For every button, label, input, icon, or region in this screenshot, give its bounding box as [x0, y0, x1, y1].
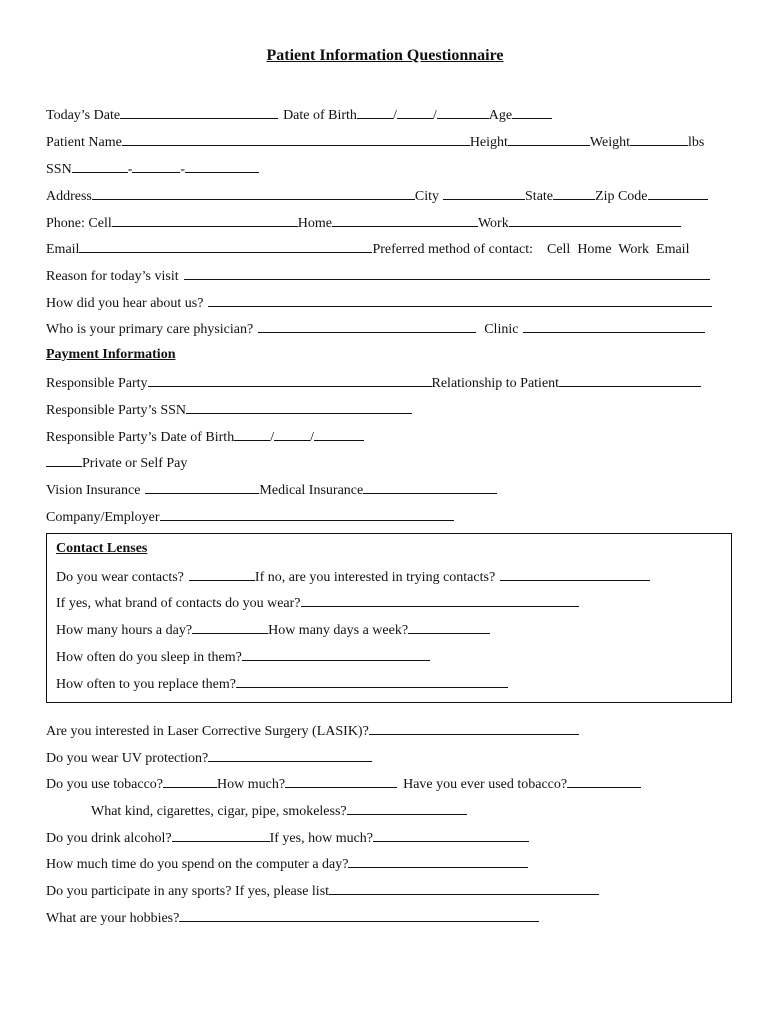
address-label: Address	[46, 189, 92, 204]
row-hours-days	[56, 619, 490, 639]
wear-contacts-label: Do you wear contacts?	[56, 570, 184, 585]
sports-field[interactable]	[329, 880, 599, 895]
row-responsible	[46, 372, 701, 392]
company-employer-label: Company/Employer	[46, 510, 160, 525]
row-payment-heading	[46, 345, 176, 365]
days-week-label: How many days a week?	[268, 623, 409, 638]
slash: /	[392, 108, 397, 123]
tobacco-label: Do you use tobacco?	[46, 777, 164, 792]
contact-lenses-section	[46, 533, 732, 703]
ever-tobacco-label: Have you ever used tobacco?	[403, 777, 568, 792]
row-alcohol	[46, 827, 529, 847]
dob-year-field[interactable]	[437, 104, 489, 119]
phone-work-field[interactable]	[509, 212, 681, 227]
height-label: Height	[469, 135, 508, 150]
slash: /	[270, 430, 275, 445]
row-sleep	[56, 646, 430, 666]
dash: -	[180, 162, 186, 177]
brand-contacts-field[interactable]	[301, 592, 579, 607]
clinic-label: Clinic	[484, 322, 519, 337]
what-kind-label: What kind, cigarettes, cigar, pipe, smokeless?	[91, 804, 347, 819]
interested-contacts-label: If no, are you interested in trying contacts?	[254, 570, 496, 585]
slash: /	[310, 430, 314, 445]
sleep-in-field[interactable]	[242, 646, 430, 661]
age-field[interactable]	[512, 104, 552, 119]
ssn-part3-field[interactable]	[185, 158, 259, 173]
responsible-dob-label: Responsible Party’s Date of Birth	[46, 430, 235, 445]
relationship-label: Relationship to Patient	[431, 376, 560, 391]
row-wear-contacts	[56, 566, 650, 586]
dash: -	[127, 162, 133, 177]
uv-protection-field[interactable]	[208, 747, 372, 762]
row-sports	[46, 880, 599, 900]
row-address	[46, 185, 708, 205]
dob-day-field[interactable]	[397, 104, 433, 119]
sports-label: Do you participate in any sports? If yes, please list	[46, 884, 330, 899]
vision-insurance-label: Vision Insurance	[46, 483, 141, 498]
height-field[interactable]	[508, 131, 590, 146]
interested-contacts-field[interactable]	[500, 566, 650, 581]
responsible-dob-year-field[interactable]	[314, 426, 364, 441]
medical-insurance-label: Medical Insurance	[259, 483, 364, 498]
if-yes-how-much-label: If yes, how much?	[269, 831, 374, 846]
alcohol-label: Do you drink alcohol?	[46, 831, 172, 846]
row-name	[46, 131, 704, 151]
row-lasik	[46, 720, 579, 740]
city-field[interactable]	[443, 185, 525, 200]
dob-month-field[interactable]	[357, 104, 393, 119]
row-replace	[56, 673, 508, 693]
zip-code-label: Zip Code	[595, 189, 648, 204]
row-reason	[46, 265, 710, 285]
slash: /	[432, 108, 437, 123]
row-contact-heading	[56, 539, 147, 559]
private-pay-label: Private or Self Pay	[82, 456, 188, 471]
phone-cell-field[interactable]	[112, 212, 298, 227]
computer-time-field[interactable]	[348, 853, 528, 868]
responsible-ssn-label: Responsible Party’s SSN	[46, 403, 187, 418]
how-much-label: How much?	[217, 777, 286, 792]
lbs-label: lbs	[688, 135, 705, 150]
reason-visit-label: Reason for today’s visit	[46, 269, 179, 284]
row-phone	[46, 212, 681, 232]
phone-home-label: Home	[297, 216, 332, 231]
weight-label: Weight	[589, 135, 631, 150]
page-title: Patient Information Questionnaire	[266, 47, 504, 64]
row-insurance	[46, 479, 497, 499]
how-much-field[interactable]	[285, 773, 397, 788]
state-label: State	[525, 189, 554, 204]
row-computer	[46, 853, 528, 873]
computer-time-label: How much time do you spend on the computer a day?	[46, 857, 349, 872]
if-yes-how-much-field[interactable]	[373, 827, 529, 842]
replace-field[interactable]	[236, 673, 508, 688]
patient-name-label: Patient Name	[46, 135, 122, 150]
row-private-pay	[46, 452, 187, 472]
brand-contacts-label: If yes, what brand of contacts do you wear?	[56, 596, 301, 611]
uv-protection-label: Do you wear UV protection?	[46, 751, 209, 766]
email-label: Email	[46, 242, 80, 257]
medical-insurance-field[interactable]	[363, 479, 497, 494]
weight-field[interactable]	[630, 131, 688, 146]
alcohol-field[interactable]	[172, 827, 270, 842]
row-ssn	[46, 158, 259, 178]
row-responsible-ssn	[46, 399, 412, 419]
hear-about-field[interactable]	[208, 292, 712, 307]
responsible-dob-day-field[interactable]	[274, 426, 310, 441]
ssn-part2-field[interactable]	[132, 158, 180, 173]
wear-contacts-field[interactable]	[189, 566, 255, 581]
sleep-in-label: How often do you sleep in them?	[56, 650, 242, 665]
address-field[interactable]	[92, 185, 415, 200]
row-what-kind	[91, 800, 467, 820]
hear-about-label: How did you hear about us?	[46, 296, 204, 311]
age-label: Age	[488, 108, 513, 123]
row-dates	[46, 104, 552, 124]
preferred-contact-label: Preferred method of contact:	[372, 242, 533, 257]
phone-work-label: Work	[477, 216, 509, 231]
responsible-ssn-field[interactable]	[186, 399, 412, 414]
tobacco-field[interactable]	[163, 773, 217, 788]
row-employer	[46, 506, 454, 526]
hobbies-field[interactable]	[179, 907, 539, 922]
vision-insurance-field[interactable]	[145, 479, 259, 494]
todays-date-field[interactable]	[120, 104, 278, 119]
row-responsible-dob	[46, 426, 364, 446]
date-of-birth-label: Date of Birth	[283, 108, 357, 123]
row-brand-contacts	[56, 592, 579, 612]
ever-tobacco-field[interactable]	[567, 773, 641, 788]
hours-day-label: How many hours a day?	[56, 623, 193, 638]
email-field[interactable]	[79, 238, 372, 253]
row-hobbies	[46, 907, 539, 927]
row-tobacco	[46, 773, 641, 793]
phone-home-field[interactable]	[332, 212, 478, 227]
private-pay-field[interactable]	[46, 452, 82, 467]
todays-date-label: Today’s Date	[46, 108, 121, 123]
relationship-field[interactable]	[559, 372, 701, 387]
zip-code-field[interactable]	[648, 185, 708, 200]
city-label: City	[414, 189, 440, 204]
row-physician	[46, 318, 705, 338]
ssn-label: SSN	[46, 162, 72, 177]
row-hear	[46, 292, 712, 312]
lasik-field[interactable]	[369, 720, 579, 735]
company-employer-field[interactable]	[160, 506, 454, 521]
responsible-party-label: Responsible Party	[46, 376, 148, 391]
patient-name-field[interactable]	[122, 131, 470, 146]
row-uv	[46, 747, 372, 767]
phone-cell-label: Phone: Cell	[46, 216, 112, 231]
contact-lenses-heading: Contact Lenses	[56, 541, 148, 556]
contact-options[interactable]: Cell Home Work Email	[546, 242, 690, 257]
what-kind-field[interactable]	[347, 800, 467, 815]
primary-physician-field[interactable]	[258, 318, 476, 333]
replace-label: How often to you replace them?	[56, 677, 236, 692]
lasik-label: Are you interested in Laser Corrective Surgery (LASIK)?	[46, 724, 369, 739]
ssn-part1-field[interactable]	[72, 158, 128, 173]
row-email	[46, 238, 689, 258]
reason-visit-field[interactable]	[184, 265, 710, 280]
clinic-field[interactable]	[523, 318, 705, 333]
hours-day-field[interactable]	[192, 619, 268, 634]
payment-heading: Payment Information	[46, 347, 176, 362]
days-week-field[interactable]	[408, 619, 490, 634]
primary-physician-label: Who is your primary care physician?	[46, 322, 254, 337]
responsible-dob-month-field[interactable]	[234, 426, 270, 441]
responsible-party-field[interactable]	[148, 372, 432, 387]
hobbies-label: What are your hobbies?	[46, 911, 180, 926]
state-field[interactable]	[553, 185, 595, 200]
